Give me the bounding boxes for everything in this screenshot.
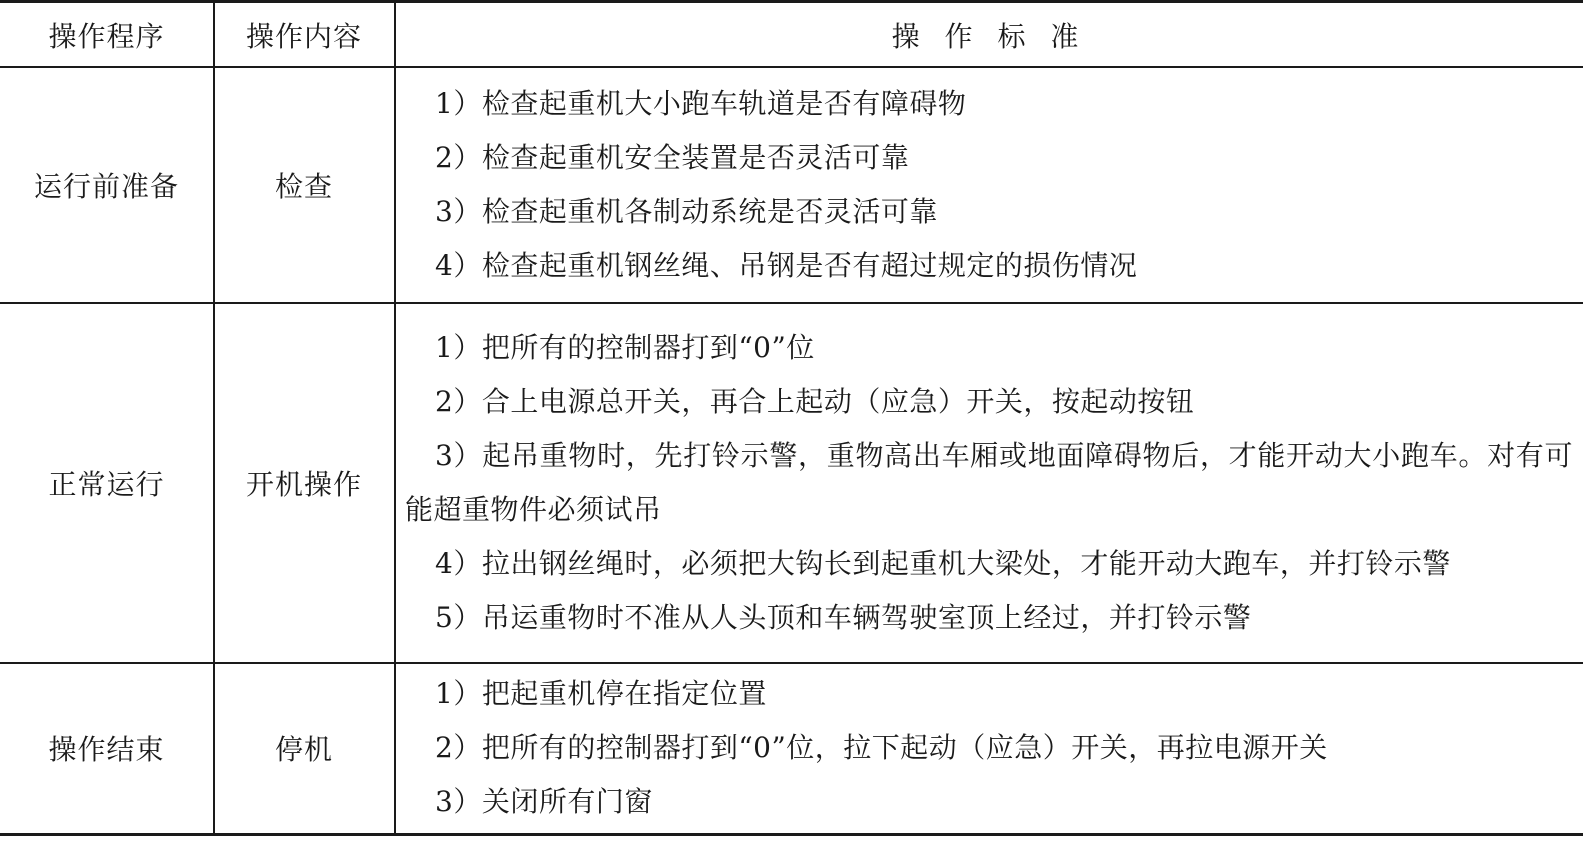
row-3-step-2: 2）把所有的控制器打到“0”位，拉下起动（应急）开关，再拉电源开关	[435, 731, 1328, 764]
header-content: 操作内容	[245, 19, 362, 53]
row-2-steps	[405, 303, 1573, 662]
row-1-step-1: 1）检查起重机大小跑车轨道是否有障碍物	[435, 86, 967, 120]
row-2-step-2: 2）合上电源总开关，再合上起动（应急）开关，按起动按钮	[435, 384, 1195, 418]
row-1-step-4: 4）检查起重机钢丝绳、吊钢是否有超过规定的损伤情况	[435, 248, 1138, 282]
header-standard: 操 作 标 准	[891, 19, 1087, 53]
column-divider-2	[394, 2, 396, 835]
row-1-procedure: 运行前准备	[33, 169, 179, 203]
row-2-step-4: 4）拉出钢丝绳时，必须把大钩长到起重机大梁处，才能开动大跑车，并打铃示警	[435, 546, 1451, 580]
row-2-content: 开机操作	[245, 467, 362, 501]
row-2-step-1: 1）把所有的控制器打到“0”位	[435, 330, 815, 364]
row-3-content: 停机	[274, 733, 333, 766]
row-2-step-3: 3）起吊重物时，先打铃示警，重物高出车厢或地面障碍物后，才能开动大小跑车。对有可能超重物件必须试吊	[405, 438, 1573, 526]
row-1-content: 检查	[274, 169, 333, 203]
row-3-step-3: 3）关闭所有门窗	[435, 785, 653, 818]
row-2-procedure: 正常运行	[48, 467, 165, 501]
row-3-steps	[405, 663, 1573, 833]
row-1-steps	[405, 67, 1573, 302]
row-2-step-5: 5）吊运重物时不准从人头顶和车辆驾驶室顶上经过，并打铃示警	[435, 600, 1252, 634]
header-procedure: 操作程序	[48, 19, 165, 53]
row-3-procedure: 操作结束	[48, 733, 165, 766]
bottom-rule	[0, 833, 1583, 836]
row-3-step-1: 1）把起重机停在指定位置	[435, 677, 767, 710]
row-1-step-2: 2）检查起重机安全装置是否灵活可靠	[435, 140, 910, 174]
row-1-step-3: 3）检查起重机各制动系统是否灵活可靠	[435, 194, 938, 228]
